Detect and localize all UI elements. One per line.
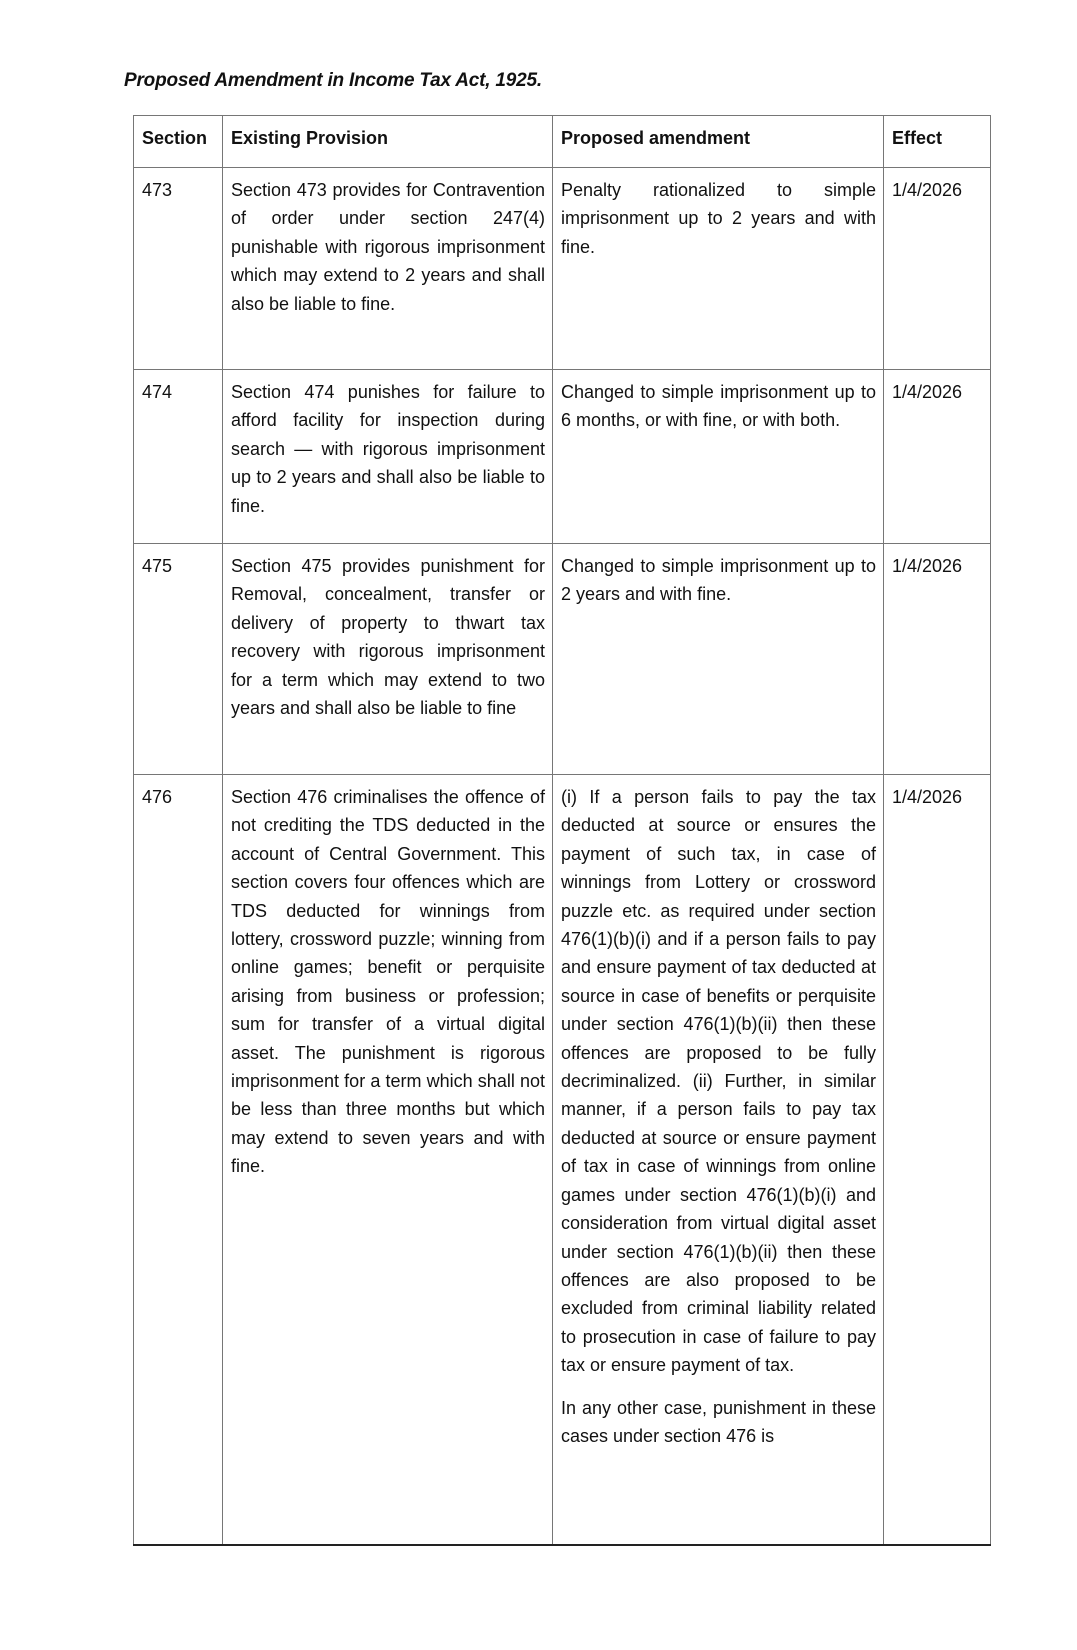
- table-row: [134, 775, 991, 1545]
- section-number: 473: [134, 168, 223, 370]
- proposed-paragraph: Penalty rationalized to simple imprisonment up to 2 years and with fine.: [561, 180, 876, 257]
- existing-provision: Section 474 punishes for failure to afford facility for inspection during search — with rigorous imprisonment up to 2 years and shall also be liable to fine.: [223, 370, 553, 544]
- effect-date: 1/4/2026: [884, 168, 991, 370]
- proposed-amendment: [553, 370, 884, 544]
- document-title: Proposed Amendment in Income Tax Act, 1925.: [124, 70, 542, 91]
- existing-provision: Section 473 provides for Contravention of order under section 247(4) punishable with rigorous imprisonment which may extend to 2 years and shall also be liable to fine.: [223, 168, 553, 370]
- effect-date: 1/4/2026: [884, 775, 991, 1545]
- proposed-amendment: [553, 168, 884, 370]
- section-number: 474: [134, 370, 223, 544]
- existing-provision: Section 475 provides punishment for Removal, concealment, transfer or delivery of property to thwart tax recovery with rigorous imprisonment for a term which may extend to two years and shall also be liable to fine: [223, 544, 553, 775]
- proposed-paragraph: (i) If a person fails to pay the tax deducted at source or ensures the payment of such tax, in case of winnings from Lottery or crossword puzzle etc. as required under section 476(1)(b)(i) and if a person fails to pay and ensure payment of tax deducted at source in case of benefits or perquisite under section 476(1)(b)(ii) then these offences are proposed to be fully decriminalized. (ii) Further, in similar manner, if a person fails to pay tax deducted at source or ensure payment of tax in case of winnings from online games under section 476(1)(b)(i) and consideration from virtual digital asset under section 476(1)(b)(ii) then these offences are also proposed to be excluded from criminal liability related to prosecution in case of failure to pay tax or ensure payment of tax.: [561, 787, 876, 1376]
- effect-date: 1/4/2026: [884, 370, 991, 544]
- existing-provision: Section 476 criminalises the offence of not crediting the TDS deducted in the account of Central Government. This section covers four offences which are TDS deducted for winnings from lottery, crossword puzzle; winning from online games; benefit or perquisite arising from business or profession; sum for transfer of a virtual digital asset. The punishment is rigorous imprisonment for a term which shall not be less than three months but which may extend to seven years and with fine.: [223, 775, 553, 1545]
- table-row: [134, 370, 991, 544]
- header-existing-provision: Existing Provision: [223, 116, 553, 168]
- proposed-paragraph: In any other case, punishment in these cases under section 476 is: [561, 1397, 876, 1446]
- amendment-table: [133, 115, 991, 1546]
- table-row: [134, 168, 991, 370]
- table-header-row: [134, 116, 991, 168]
- effect-date: 1/4/2026: [884, 544, 991, 775]
- header-section: Section: [134, 116, 223, 168]
- table-row: [134, 544, 991, 775]
- proposed-paragraph: Changed to simple imprisonment up to 6 months, or with fine, or with both.: [561, 382, 876, 431]
- header-proposed-amendment: Proposed amendment: [553, 116, 884, 168]
- header-effect: Effect: [884, 116, 991, 168]
- proposed-amendment: [553, 775, 884, 1545]
- section-number: 475: [134, 544, 223, 775]
- section-number: 476: [134, 775, 223, 1545]
- proposed-amendment: [553, 544, 884, 775]
- proposed-paragraph: Changed to simple imprisonment up to 2 years and with fine.: [561, 556, 876, 605]
